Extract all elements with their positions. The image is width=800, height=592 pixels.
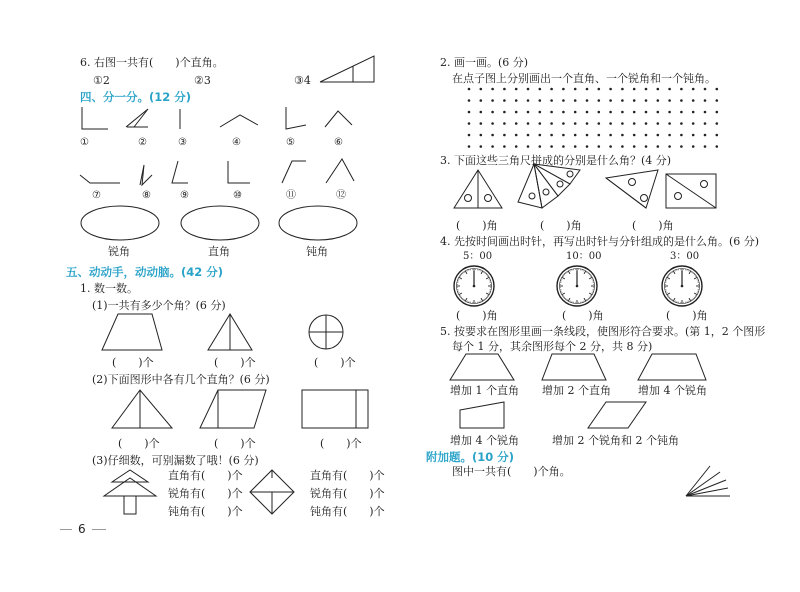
q1c-text: (3)仔细数，可别漏数了哦！(6 分) (92, 454, 259, 467)
q5-label-2: 增加 2 个直角 (542, 384, 611, 397)
q1c-right-acute-count[interactable]: 锐角有( )个 (310, 487, 385, 500)
clock-time-2: 10：00 (566, 251, 602, 262)
grid-dot[interactable] (574, 122, 577, 125)
page-number-dash-left (60, 529, 72, 530)
sorting-ovals (80, 205, 370, 245)
angle-figures-row-2 (70, 155, 370, 190)
grid-dot[interactable] (539, 122, 542, 125)
grid-dot[interactable] (480, 122, 483, 125)
grid-dot[interactable] (633, 122, 636, 125)
q4-answer-2[interactable]: ( )角 (562, 309, 604, 322)
grid-dot[interactable] (668, 88, 671, 91)
grid-dot[interactable] (609, 99, 612, 102)
grid-dot[interactable] (621, 88, 624, 91)
grid-dot[interactable] (586, 88, 589, 91)
grid-dot[interactable] (609, 111, 612, 114)
grid-dot[interactable] (598, 122, 601, 125)
angle-num-11: ⑪ (286, 190, 296, 201)
grid-dot[interactable] (621, 111, 624, 114)
grid-dot[interactable] (515, 88, 518, 91)
clock-face-2 (555, 264, 599, 308)
grid-dot[interactable] (668, 99, 671, 102)
q2-text: 2. 画一画。(6 分) (440, 56, 529, 69)
grid-dot[interactable] (574, 99, 577, 102)
q1b-answer-3[interactable]: ( )个 (320, 437, 362, 450)
grid-dot[interactable] (491, 122, 494, 125)
q3-answer-3[interactable]: ( )角 (632, 219, 674, 232)
grid-dot[interactable] (539, 134, 542, 137)
grid-dot[interactable] (598, 134, 601, 137)
grid-dot[interactable] (680, 122, 683, 125)
clock-face-3 (660, 264, 704, 308)
q1a-answer-1[interactable]: ( )个 (112, 356, 154, 369)
q1c-tree-figure (102, 468, 162, 518)
grid-dot[interactable] (621, 134, 624, 137)
q5-shapes-row-2 (458, 400, 658, 430)
grid-dot[interactable] (503, 122, 506, 125)
clock-time-3: 3：00 (670, 251, 700, 262)
grid-dot[interactable] (562, 88, 565, 91)
angle-num-2: ② (138, 137, 147, 148)
grid-dot[interactable] (668, 122, 671, 125)
angle-num-7: ⑦ (92, 190, 101, 201)
q5-label-1: 增加 1 个直角 (450, 384, 519, 397)
grid-dot[interactable] (562, 122, 565, 125)
q1c-right-obtuse-count[interactable]: 钝角有( )个 (310, 505, 385, 518)
q4-answer-3[interactable]: ( )角 (666, 309, 708, 322)
grid-dot[interactable] (503, 111, 506, 114)
grid-dot[interactable] (550, 111, 553, 114)
grid-dot[interactable] (562, 111, 565, 114)
q1c-right-right-count[interactable]: 直角有( )个 (310, 469, 385, 482)
clock-time-1: 5：00 (463, 251, 493, 262)
q5-text-line-2: 每个 1 分，其余图形每个 2 分，共 8 分) (452, 340, 653, 353)
angle-num-1: ① (80, 137, 89, 148)
q3-answer-1[interactable]: ( )角 (456, 219, 498, 232)
grid-dot[interactable] (539, 145, 542, 148)
q3-set-squares-1 (452, 168, 512, 213)
angle-num-10: ⑩ (233, 190, 242, 201)
grid-dot[interactable] (645, 111, 648, 114)
grid-dot[interactable] (515, 145, 518, 148)
q5-label-5: 增加 2 个锐角和 2 个钝角 (552, 434, 679, 447)
grid-dot[interactable] (680, 145, 683, 148)
grid-dot[interactable] (503, 145, 506, 148)
angle-num-6: ⑥ (334, 137, 343, 148)
angle-num-5: ⑤ (286, 137, 295, 148)
grid-dot[interactable] (704, 122, 707, 125)
grid-dot[interactable] (704, 145, 707, 148)
grid-dot[interactable] (574, 145, 577, 148)
grid-dot[interactable] (527, 122, 530, 125)
grid-dot[interactable] (692, 88, 695, 91)
grid-dot[interactable] (586, 99, 589, 102)
grid-dot[interactable] (680, 88, 683, 91)
grid-dot[interactable] (550, 88, 553, 91)
oval-label-right: 直角 (208, 245, 230, 258)
grid-dot[interactable] (491, 111, 494, 114)
grid-dot[interactable] (550, 145, 553, 148)
angle-num-12: ⑫ (336, 190, 346, 201)
grid-dot[interactable] (704, 134, 707, 137)
q5-label-4: 增加 4 个锐角 (450, 434, 519, 447)
q1c-kite-figure (244, 468, 304, 523)
angle-num-3: ③ (178, 137, 187, 148)
grid-dot[interactable] (480, 111, 483, 114)
grid-dot[interactable] (621, 99, 624, 102)
q1a-figures (100, 312, 360, 357)
q6-option-1: ①2 (93, 74, 110, 87)
grid-dot[interactable] (716, 88, 719, 91)
grid-dot[interactable] (539, 99, 542, 102)
grid-dot[interactable] (574, 134, 577, 137)
grid-dot[interactable] (598, 145, 601, 148)
grid-dot[interactable] (704, 99, 707, 102)
q1a-answer-3[interactable]: ( )个 (314, 356, 356, 369)
grid-dot[interactable] (503, 88, 506, 91)
section-5-title: 五、动动手，动动脑。(42 分) (66, 265, 224, 279)
grid-dot[interactable] (491, 88, 494, 91)
grid-dot[interactable] (586, 122, 589, 125)
angle-figures-row-1 (70, 105, 370, 135)
q1b-figures (110, 388, 380, 433)
grid-dot[interactable] (539, 88, 542, 91)
grid-dot[interactable] (645, 134, 648, 137)
grid-dot[interactable] (586, 145, 589, 148)
q1c-left-obtuse-count[interactable]: 钝角有( )个 (168, 505, 243, 518)
grid-dot[interactable] (621, 145, 624, 148)
grid-dot[interactable] (692, 122, 695, 125)
grid-dot[interactable] (527, 134, 530, 137)
grid-dot[interactable] (621, 122, 624, 125)
grid-dot[interactable] (539, 111, 542, 114)
grid-dot[interactable] (657, 111, 660, 114)
q1a-answer-2[interactable]: ( )个 (214, 356, 256, 369)
grid-dot[interactable] (527, 111, 530, 114)
angle-num-4: ④ (232, 137, 241, 148)
grid-dot[interactable] (598, 88, 601, 91)
q3-set-squares-3 (604, 168, 662, 213)
q5-text-line-1: 5. 按要求在图形里画一条线段，使图形符合要求。(第 1，2 个图形 (440, 325, 766, 338)
grid-dot[interactable] (468, 134, 471, 137)
grid-dot[interactable] (562, 134, 565, 137)
grid-dot[interactable] (609, 122, 612, 125)
grid-dot[interactable] (645, 88, 648, 91)
grid-dot[interactable] (491, 134, 494, 137)
q3-text: 3. 下面这些三角尺拼成的分别是什么角？(4 分) (440, 154, 672, 167)
grid-dot[interactable] (716, 111, 719, 114)
grid-dot[interactable] (645, 122, 648, 125)
grid-dot[interactable] (527, 99, 530, 102)
grid-dot[interactable] (633, 111, 636, 114)
grid-dot[interactable] (633, 134, 636, 137)
clock-face-1 (452, 264, 496, 308)
q5-label-3: 增加 4 个锐角 (638, 384, 707, 397)
grid-dot[interactable] (527, 88, 530, 91)
grid-dot[interactable] (491, 99, 494, 102)
grid-dot[interactable] (550, 134, 553, 137)
grid-dot[interactable] (609, 134, 612, 137)
grid-dot[interactable] (480, 99, 483, 102)
section-4-title: 四、分一分。(12 分) (80, 90, 192, 104)
grid-dot[interactable] (680, 99, 683, 102)
grid-dot[interactable] (692, 99, 695, 102)
page-number: 6 (78, 522, 86, 536)
grid-dot[interactable] (491, 145, 494, 148)
oval-label-obtuse: 钝角 (306, 245, 328, 258)
grid-dot[interactable] (515, 99, 518, 102)
grid-dot[interactable] (609, 88, 612, 91)
q4-text: 4. 先按时间画出时针，再写出时针与分针组成的是什么角。(6 分) (440, 235, 760, 248)
grid-dot[interactable] (657, 88, 660, 91)
grid-dot[interactable] (716, 145, 719, 148)
q1b-answer-1[interactable]: ( )个 (118, 437, 160, 450)
grid-dot[interactable] (633, 145, 636, 148)
dot-grid (466, 86, 722, 148)
page-number-dash-right (92, 529, 106, 530)
grid-dot[interactable] (716, 134, 719, 137)
grid-dot[interactable] (586, 111, 589, 114)
grid-dot[interactable] (598, 111, 601, 114)
q1b-text: (2)下面图形中各有几个直角？(6 分) (92, 373, 270, 386)
grid-dot[interactable] (503, 134, 506, 137)
q1-text: 1. 数一数。 (80, 282, 138, 295)
q2-subtext: 在点子图上分别画出一个直角、一个锐角和一个钝角。 (452, 72, 716, 85)
q4-answer-1[interactable]: ( )角 (456, 309, 498, 322)
grid-dot[interactable] (550, 99, 553, 102)
q1b-answer-2[interactable]: ( )个 (214, 437, 256, 450)
bonus-text: 图中一共有( )个角。 (452, 465, 571, 478)
oval-label-acute: 锐角 (108, 245, 130, 258)
grid-dot[interactable] (668, 134, 671, 137)
grid-dot[interactable] (657, 134, 660, 137)
q3-set-squares-4 (664, 172, 722, 212)
grid-dot[interactable] (515, 122, 518, 125)
q3-answer-2[interactable]: ( )角 (540, 219, 582, 232)
grid-dot[interactable] (680, 134, 683, 137)
grid-dot[interactable] (562, 99, 565, 102)
grid-dot[interactable] (468, 122, 471, 125)
grid-dot[interactable] (480, 88, 483, 91)
q6-text: 6. 右图一共有( )个直角。 (80, 56, 224, 69)
grid-dot[interactable] (586, 134, 589, 137)
grid-dot[interactable] (609, 145, 612, 148)
grid-dot[interactable] (645, 145, 648, 148)
grid-dot[interactable] (645, 99, 648, 102)
angle-num-8: ⑧ (142, 190, 151, 201)
bonus-rays-figure (684, 464, 734, 500)
grid-dot[interactable] (633, 88, 636, 91)
q1c-left-acute-count[interactable]: 锐角有( )个 (168, 487, 243, 500)
grid-dot[interactable] (480, 145, 483, 148)
grid-dot[interactable] (574, 88, 577, 91)
grid-dot[interactable] (562, 145, 565, 148)
q1a-text: (1)一共有多少个角？(6 分) (92, 299, 226, 312)
grid-dot[interactable] (515, 134, 518, 137)
grid-dot[interactable] (716, 122, 719, 125)
grid-dot[interactable] (680, 111, 683, 114)
grid-dot[interactable] (633, 99, 636, 102)
grid-dot[interactable] (515, 111, 518, 114)
grid-dot[interactable] (692, 134, 695, 137)
grid-dot[interactable] (657, 99, 660, 102)
bonus-title: 附加题。(10 分) (426, 450, 515, 464)
grid-dot[interactable] (468, 111, 471, 114)
grid-dot[interactable] (598, 99, 601, 102)
grid-dot[interactable] (468, 88, 471, 91)
q6-option-3: ③4 (294, 74, 311, 87)
q6-option-2: ②3 (194, 74, 211, 87)
q5-shapes-row-1 (448, 352, 718, 382)
grid-dot[interactable] (550, 122, 553, 125)
grid-dot[interactable] (657, 145, 660, 148)
q3-set-squares-2 (514, 160, 586, 216)
grid-dot[interactable] (503, 99, 506, 102)
grid-dot[interactable] (704, 88, 707, 91)
grid-dot[interactable] (692, 145, 695, 148)
angle-num-9: ⑨ (180, 190, 189, 201)
grid-dot[interactable] (657, 122, 660, 125)
grid-dot[interactable] (716, 99, 719, 102)
q1c-left-right-count[interactable]: 直角有( )个 (168, 469, 243, 482)
grid-dot[interactable] (668, 111, 671, 114)
grid-dot[interactable] (574, 111, 577, 114)
q6-triangle-figure (318, 54, 378, 84)
grid-dot[interactable] (468, 145, 471, 148)
grid-dot[interactable] (692, 111, 695, 114)
grid-dot[interactable] (668, 145, 671, 148)
grid-dot[interactable] (468, 99, 471, 102)
grid-dot[interactable] (704, 111, 707, 114)
grid-dot[interactable] (480, 134, 483, 137)
grid-dot[interactable] (527, 145, 530, 148)
